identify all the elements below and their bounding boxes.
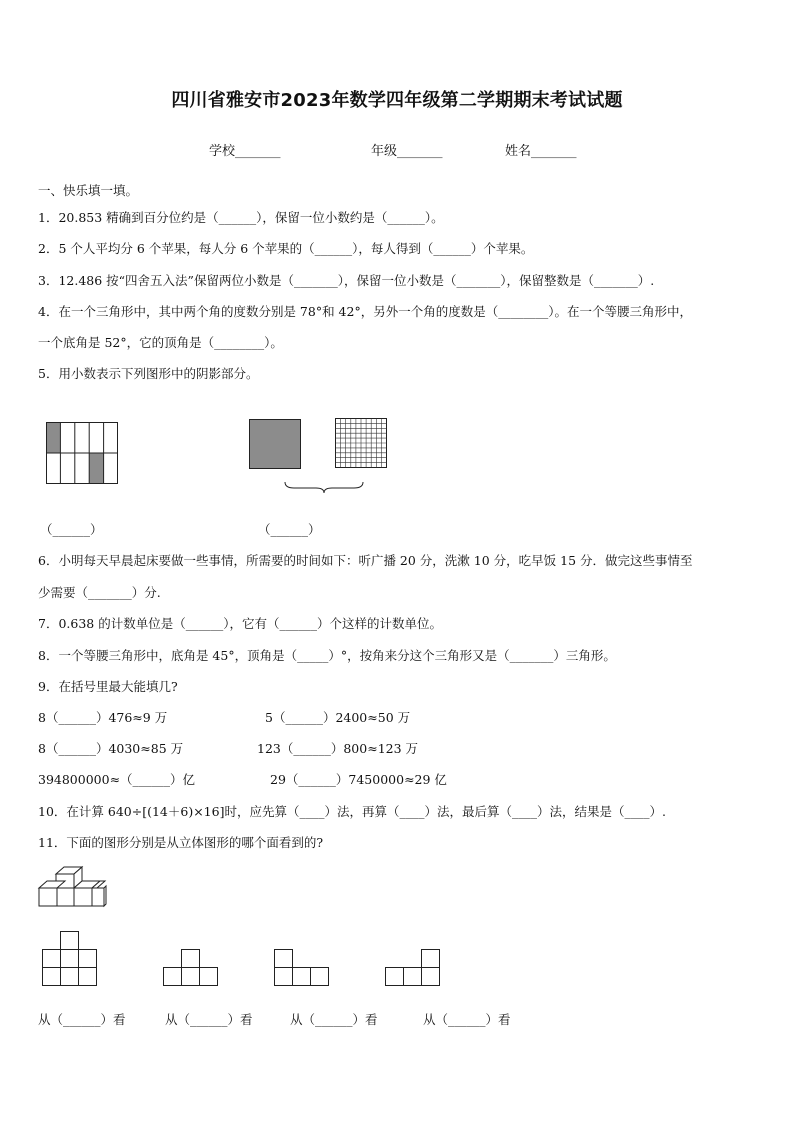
question-6-line-2: 少需要（_______）分. bbox=[38, 585, 161, 600]
view-figure-4 bbox=[385, 949, 441, 987]
q9-item: 394800000≈（______）亿 bbox=[38, 772, 196, 787]
q5-answer-blank-2[interactable]: （______） bbox=[258, 522, 321, 537]
name-field[interactable]: 姓名_______ bbox=[505, 144, 577, 159]
page-title: 四川省雅安市2023年数学四年级第二学期期末考试试题 bbox=[171, 90, 623, 111]
q9-item: 5（______）2400≈50 万 bbox=[265, 710, 411, 725]
question-9: 9．在括号里最大能填几? bbox=[38, 679, 178, 694]
cube-stack-figure bbox=[38, 864, 108, 910]
grade-field[interactable]: 年级_______ bbox=[371, 144, 443, 159]
q9-item: 8（______）476≈9 万 bbox=[38, 710, 168, 725]
view-answer-1[interactable]: 从（______）看 bbox=[38, 1012, 126, 1027]
question-4-line-1: 4．在一个三角形中，其中两个角的度数分别是 78°和 42°，另外一个角的度数是（________）。在一个等腰三角形中， bbox=[38, 304, 692, 319]
section-heading: 一、快乐填一填。 bbox=[38, 183, 139, 198]
view-figure-1 bbox=[42, 931, 98, 987]
question-7: 7．0.638 的计数单位是（______），它有（______）个这样的计数单位。 bbox=[38, 616, 442, 631]
view-answer-4[interactable]: 从（______）看 bbox=[423, 1012, 511, 1027]
question-3: 3．12.486 按“四舍五入法”保留两位小数是（_______），保留一位小数是（_______），保留整数是（_______）. bbox=[38, 273, 655, 288]
question-2: 2．5 个人平均分 6 个苹果，每人分 6 个苹果的（______），每人得到（______）个苹果。 bbox=[38, 241, 534, 256]
question-5: 5．用小数表示下列图形中的阴影部分。 bbox=[38, 366, 259, 381]
question-4-line-2: 一个底角是 52°，它的顶角是（________）。 bbox=[38, 335, 283, 350]
view-figure-3 bbox=[274, 949, 330, 987]
school-field[interactable]: 学校_______ bbox=[209, 144, 281, 159]
q9-item: 29（______）7450000≈29 亿 bbox=[270, 772, 447, 787]
question-8: 8．一个等腰三角形中，底角是 45°，顶角是（_____）°，按角来分这个三角形又是（_______）三角形。 bbox=[38, 648, 616, 663]
hundred-grid-figure bbox=[335, 418, 387, 468]
q9-item: 8（______）4030≈85 万 bbox=[38, 741, 184, 756]
shaded-square-figure bbox=[249, 419, 301, 469]
shaded-grid-figure bbox=[46, 422, 118, 484]
view-figure-2 bbox=[163, 949, 219, 987]
view-answer-3[interactable]: 从（______）看 bbox=[290, 1012, 378, 1027]
q5-answer-blank-1[interactable]: （______） bbox=[40, 522, 103, 537]
question-10: 10．在计算 640÷[(14＋6)×16]时，应先算（____）法，再算（____）法，最后算（____）法，结果是（____）. bbox=[38, 804, 666, 819]
q9-item: 123（______）800≈123 万 bbox=[257, 741, 419, 756]
brace-icon bbox=[284, 480, 364, 494]
question-6-line-1: 6．小明每天早晨起床要做一些事情，所需要的时间如下：听广播 20 分，洗漱 10 分，吃早饭 15 分．做完这些事情至 bbox=[38, 553, 693, 568]
question-1: 1．20.853 精确到百分位约是（______），保留一位小数约是（______）。 bbox=[38, 210, 444, 225]
view-answer-2[interactable]: 从（______）看 bbox=[165, 1012, 253, 1027]
shaded-cell bbox=[89, 453, 103, 484]
shaded-cell bbox=[46, 422, 60, 453]
question-11: 11．下面的图形分别是从立体图形的哪个面看到的? bbox=[38, 835, 324, 850]
